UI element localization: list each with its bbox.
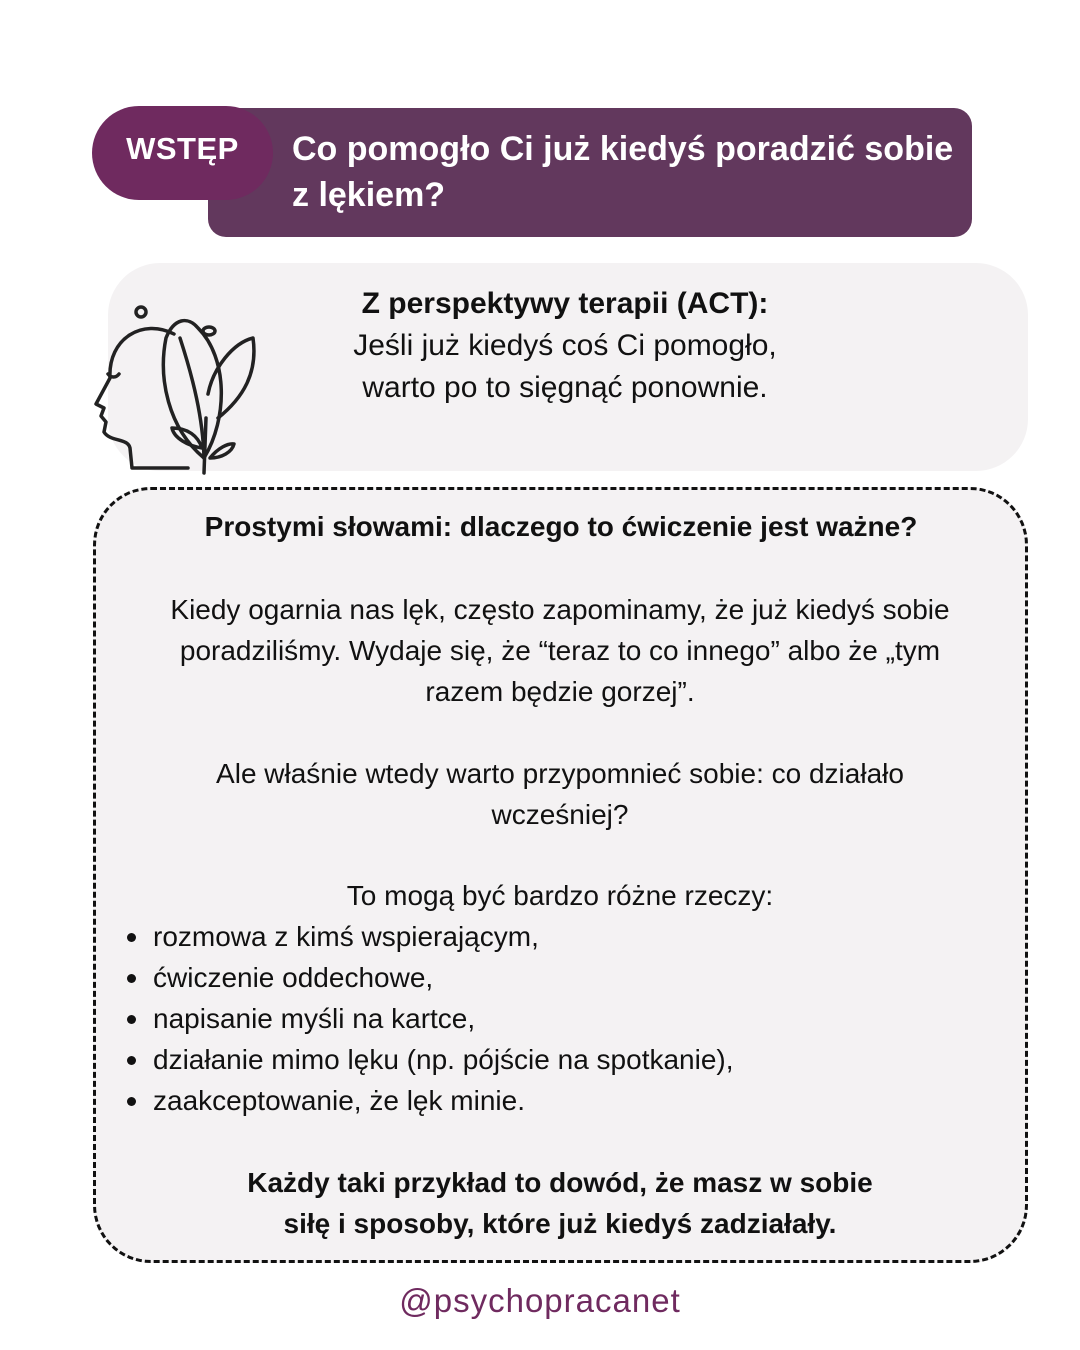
social-handle: @psychopracanet <box>399 1282 681 1319</box>
act-line-2: warto po to sięgnąć ponownie. <box>362 371 768 404</box>
closing-statement <box>110 1162 1010 1244</box>
paragraph-1-line: poradziliśmy. Wydaje się, że “teraz to co innego” albo że „tym <box>179 635 941 666</box>
list-intro: To mogą być bardzo różne rzeczy: <box>346 880 774 911</box>
list-item: zaakceptowanie, że lęk minie. <box>125 1080 734 1121</box>
closing-line: siłę i sposoby, które już kiedyś zadziałały. <box>283 1208 837 1239</box>
list-item: ćwiczenie oddechowe, <box>125 957 734 998</box>
paragraph-1-line: razem będzie gorzej”. <box>425 676 695 707</box>
act-heading: Z perspektywy terapii (ACT): <box>361 287 769 320</box>
example-list <box>125 916 734 1121</box>
paragraph-2 <box>110 753 1010 835</box>
head-with-leaf-icon <box>88 298 263 478</box>
list-item: napisanie myśli na kartce, <box>125 998 734 1039</box>
section-tag: WSTĘP <box>92 106 273 200</box>
closing-line: Każdy taki przykład to dowód, że masz w sobie <box>247 1167 873 1198</box>
act-line-1: Jeśli już kiedyś coś Ci pomogło, <box>353 329 777 362</box>
paragraph-1 <box>110 589 1010 712</box>
list-item: działanie mimo lęku (np. pójście na spotkanie), <box>125 1039 734 1080</box>
paragraph-2-line: wcześniej? <box>491 799 629 830</box>
main-title: Prostymi słowami: dlaczego to ćwiczenie jest ważne? <box>204 511 918 542</box>
page-title: Co pomogło Ci już kiedyś poradzić sobie z lękiem? <box>292 130 954 214</box>
list-item: rozmowa z kimś wspierającym, <box>125 916 734 957</box>
act-text <box>300 283 830 409</box>
paragraph-2-line: Ale właśnie wtedy warto przypomnieć sobie: co działało <box>216 758 904 789</box>
paragraph-1-line: Kiedy ogarnia nas lęk, często zapominamy, że już kiedyś sobie <box>170 594 950 625</box>
